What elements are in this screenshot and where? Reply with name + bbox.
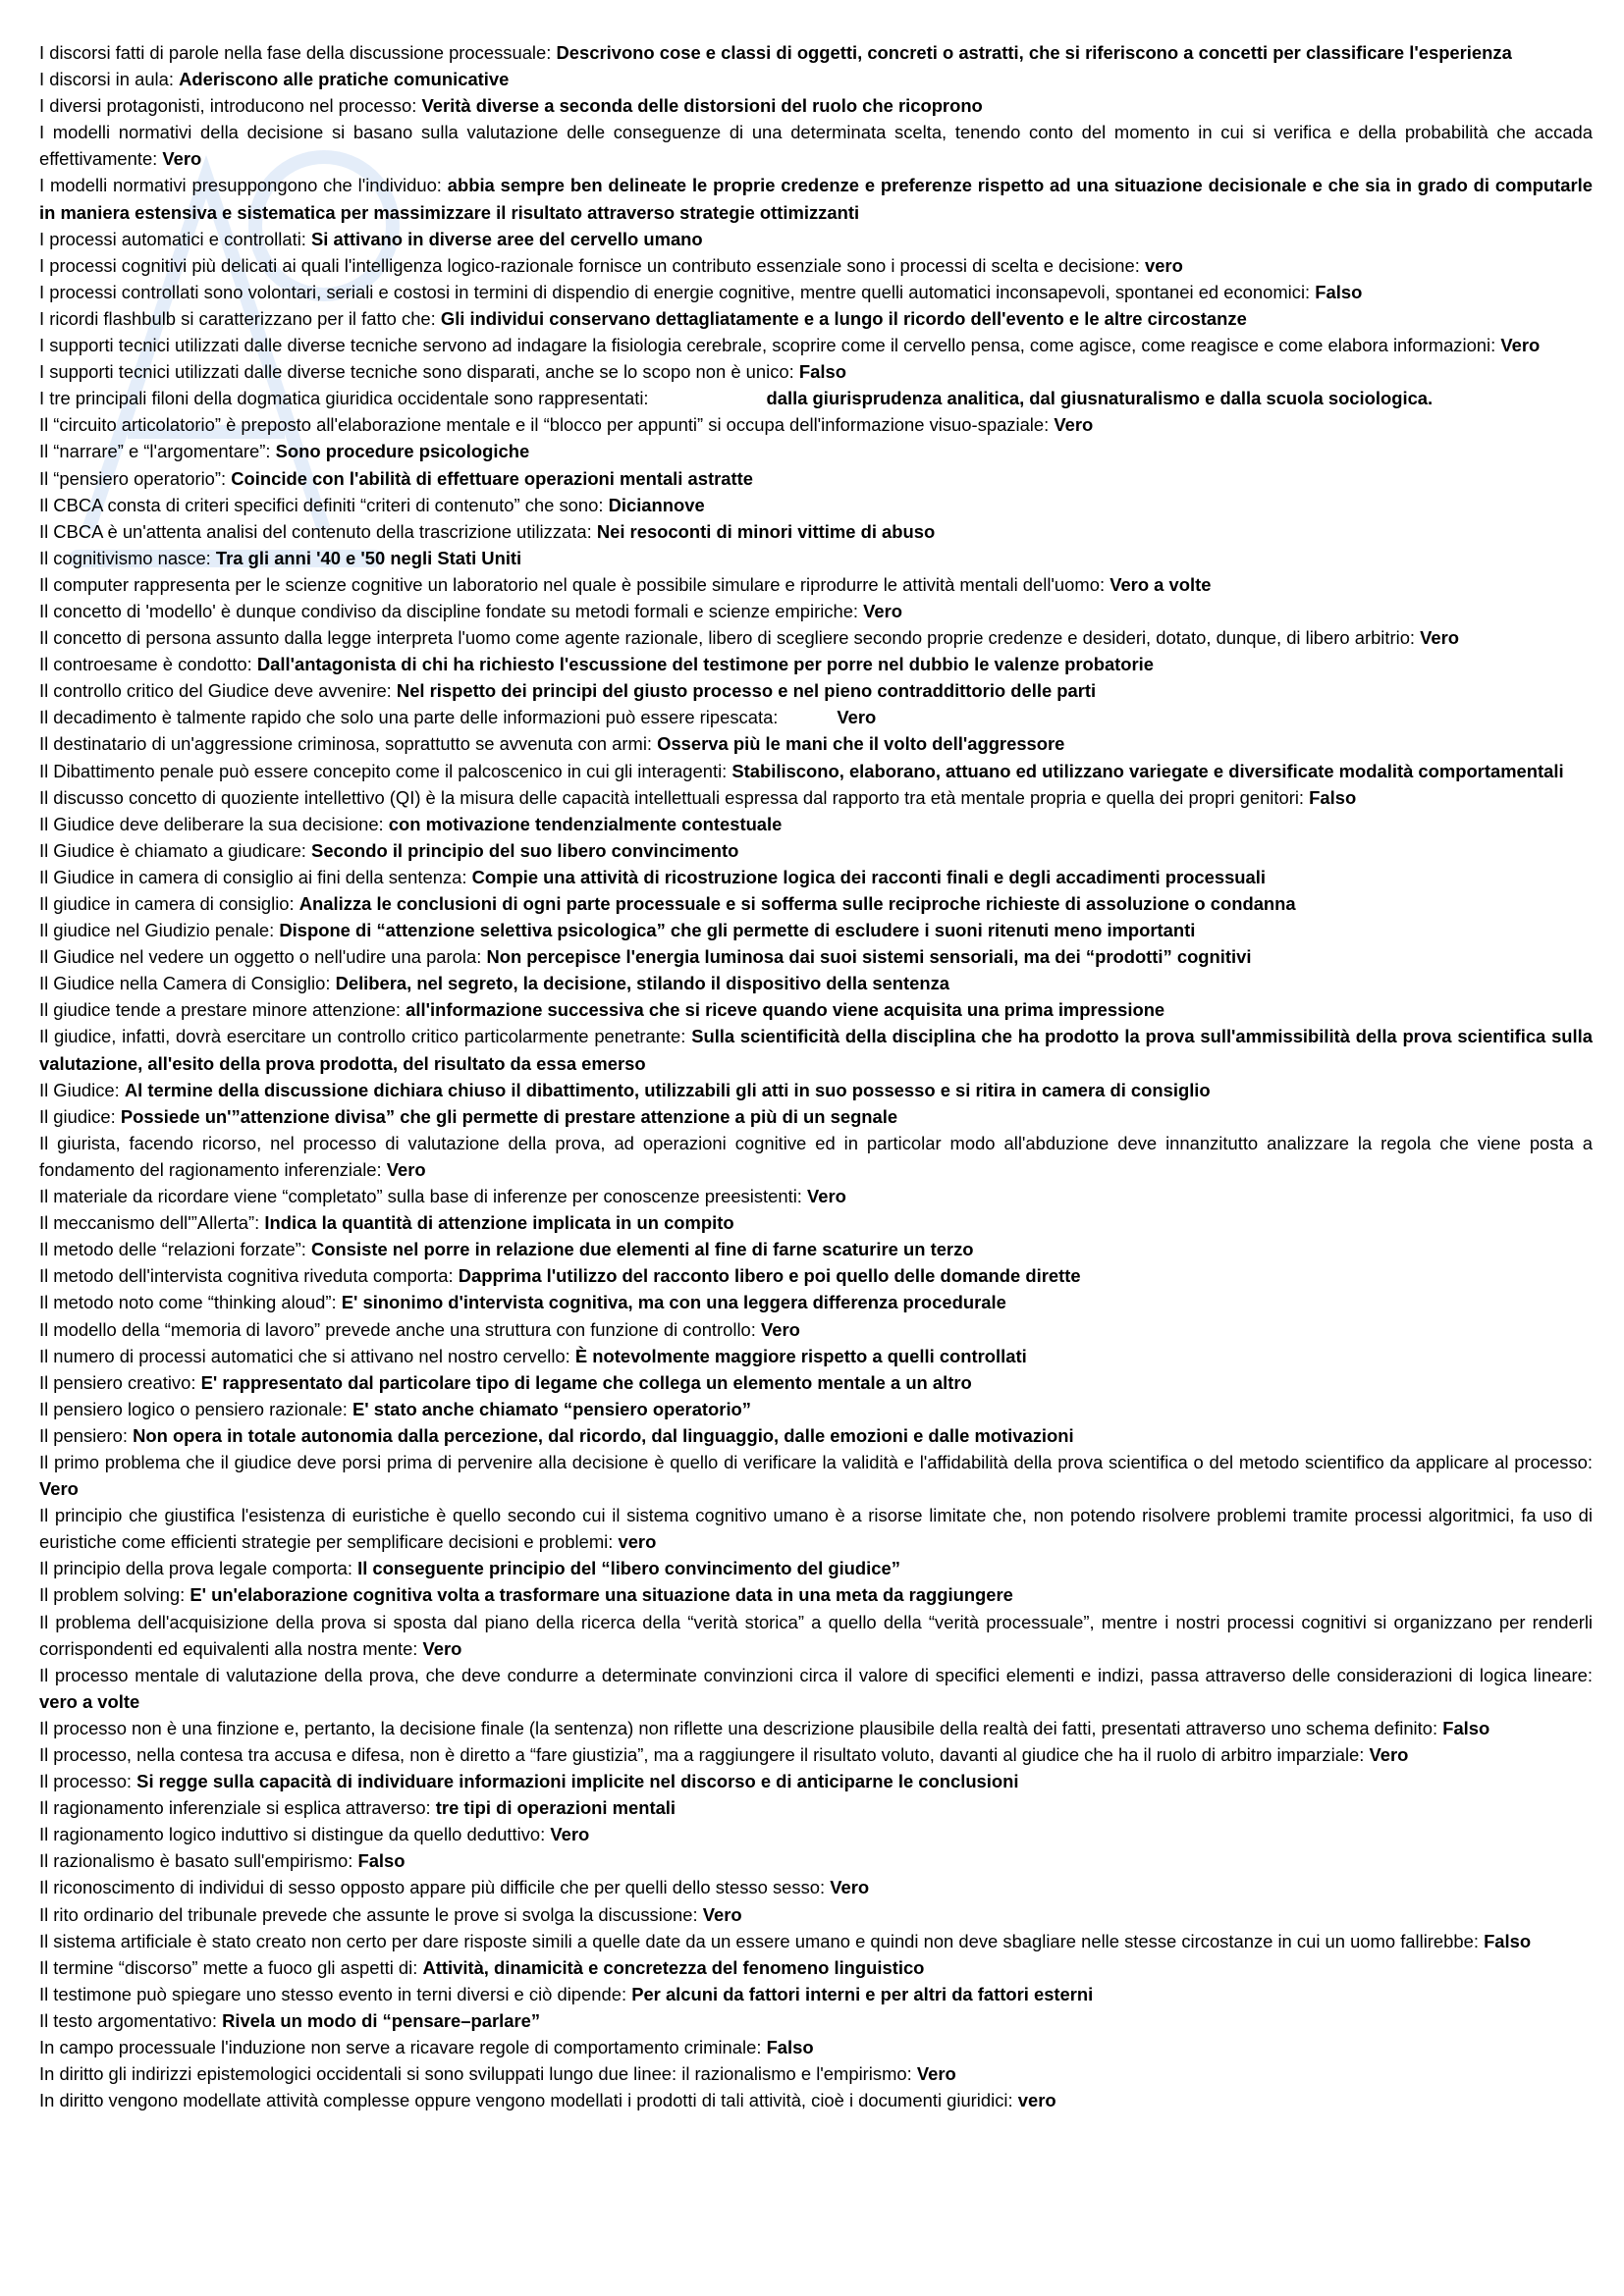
- answer-text: Vero: [422, 1637, 462, 1659]
- answer-text: Vero: [550, 1824, 590, 1845]
- qa-item: [39, 1343, 1593, 1369]
- answer-text: Aderiscono alle pratiche comunicative: [179, 69, 510, 90]
- question-text: Il primo problema che il giudice deve porsi prima di pervenire alla decisione è quello di verificare la validità e l'affidabilità della prova scientifica o del metodo scientifico da applicare al processo:: [39, 1451, 1593, 1472]
- question-text: Il giudice tende a prestare minore attenzione:: [39, 999, 402, 1021]
- question-text: I discorsi in aula:: [39, 69, 174, 90]
- answer-text: Vero: [761, 1318, 800, 1340]
- qa-item: [39, 1901, 1593, 1928]
- answer-text: Possiede un'”attenzione divisa” che gli permette di prestare attenzione a più di un segnale: [120, 1105, 898, 1127]
- qa-item: [39, 1369, 1593, 1396]
- answer-text: Il conseguente principio del “libero convincimento del giudice”: [357, 1558, 900, 1579]
- qa-item: [39, 784, 1593, 811]
- qa-item: [39, 1609, 1593, 1662]
- answer-text: Vero: [1420, 627, 1460, 649]
- answer-text: Vero: [837, 707, 877, 728]
- qa-item: [39, 758, 1593, 784]
- qa-item: [39, 996, 1593, 1023]
- question-text: Il “narrare” e “l'argomentare”:: [39, 441, 271, 462]
- qa-item: [39, 66, 1593, 92]
- answer-text: Falso: [1484, 1930, 1532, 1951]
- answer-text: Rivela un modo di “pensare–parlare”: [222, 2009, 541, 2031]
- answer-text: Falso: [1309, 786, 1357, 808]
- question-text: Il concetto di 'modello' è dunque condiviso da discipline fondate su metodi formali e scienze empiriche:: [39, 600, 859, 621]
- answer-text: Nel rispetto dei principi del giusto processo e nel pieno contraddittorio delle parti: [396, 680, 1097, 702]
- answer-text: Consiste nel porre in relazione due elementi al fine di farne scaturire un terzo: [311, 1239, 974, 1260]
- answer-text: Indica la quantità di attenzione implicata in un compito: [264, 1212, 734, 1234]
- answer-text: Vero: [830, 1877, 870, 1898]
- answer-text: Falso: [766, 2037, 814, 2058]
- question-text: Il Giudice in camera di consiglio ai fini della sentenza:: [39, 866, 467, 887]
- question-text: I ricordi flashbulb si caratterizzano per il fatto che:: [39, 307, 436, 329]
- qa-item: [39, 677, 1593, 704]
- qa-item: [39, 1396, 1593, 1422]
- question-text: Il giurista, facendo ricorso, nel processo di valutazione della prova, ad operazioni cognitive ed in particolar modo all'abduzione deve innanzitutto analizzare la regola che viene posta a fondamento del ragionamento inferenziale:: [39, 1132, 1593, 1180]
- qa-item: [39, 1847, 1593, 1874]
- question-text: Il termine “discorso” mette a fuoco gli aspetti di:: [39, 1956, 418, 1978]
- answer-text: dalla giurisprudenza analitica, dal giusnaturalismo e dalla scuola sociologica.: [766, 388, 1434, 409]
- qa-item: [39, 1449, 1593, 1502]
- question-text: Il destinatario di un'aggressione criminosa, soprattutto se avvenuta con armi:: [39, 733, 653, 755]
- qa-item: [39, 864, 1593, 890]
- qa-item: [39, 305, 1593, 332]
- answer-text: Dall'antagonista di chi ha richiesto l'escussione del testimone per porre nel dubbio le valenze probatorie: [256, 654, 1155, 675]
- question-text: Il Giudice deve deliberare la sua decisione:: [39, 813, 384, 834]
- answer-text: E' sinonimo d'intervista cognitiva, ma con una leggera differenza procedurale: [341, 1292, 1006, 1313]
- question-text: Il cognitivismo nasce:: [39, 547, 211, 568]
- question-text: Il “circuito articolatorio” è preposto all'elaborazione mentale e il “blocco per appunti” si occupa dell'informazione visuo-spaziale:: [39, 414, 1050, 436]
- answer-text: Secondo il principio del suo libero convincimento: [311, 839, 739, 861]
- question-text: Il metodo dell'intervista cognitiva riveduta comporta:: [39, 1265, 454, 1287]
- answer-text: Falso: [357, 1850, 406, 1872]
- qa-item: [39, 1821, 1593, 1847]
- question-text: In campo processuale l'induzione non serve a ricavare regole di comportamento criminale:: [39, 2037, 762, 2058]
- answer-text: E' un'elaborazione cognitiva volta a trasformare una situazione data in una meta da raggiungere: [189, 1584, 1013, 1606]
- qa-item: [39, 2087, 1593, 2113]
- qa-item: [39, 492, 1593, 518]
- question-text: Il giudice, infatti, dovrà esercitare un controllo critico particolarmente penetrante:: [39, 1026, 686, 1047]
- qa-item: [39, 1662, 1593, 1715]
- answer-text: È notevolmente maggiore rispetto a quelli controllati: [574, 1345, 1027, 1366]
- answer-text: Gli individui conservano dettagliatamente e a lungo il ricordo dell'evento e le altre circostanze: [440, 307, 1247, 329]
- document-page: [39, 39, 1593, 2113]
- qa-item: [39, 2034, 1593, 2060]
- qa-item: [39, 1768, 1593, 1794]
- answer-text: Non opera in totale autonomia dalla percezione, dal ricordo, dal linguaggio, dalle emozioni e dalle motivazioni: [133, 1424, 1074, 1446]
- qa-item: [39, 837, 1593, 864]
- question-text: Il testo argomentativo:: [39, 2009, 217, 2031]
- question-text: Il giudice:: [39, 1105, 116, 1127]
- qa-item: [39, 624, 1593, 651]
- question-text: I processi automatici e controllati:: [39, 228, 306, 249]
- question-text: Il pensiero:: [39, 1424, 128, 1446]
- answer-text: Tra gli anni '40 e '50 negli Stati Uniti: [215, 547, 522, 568]
- qa-item: [39, 1874, 1593, 1900]
- answer-text: con motivazione tendenzialmente contestuale: [388, 813, 783, 834]
- question-text: Il problema dell'acquisizione della prova si sposta dal piano della ricerca della “verità storica” a quello della “verità processuale”, mentre i nostri processi cognitivi si organizzano per renderli corrispondenti ed equivalenti alla nostra mente:: [39, 1611, 1593, 1659]
- qa-item: [39, 1289, 1593, 1315]
- qa-item: [39, 943, 1593, 970]
- qa-item: [39, 1555, 1593, 1581]
- answer-text: Sono procedure psicologiche: [275, 441, 530, 462]
- answer-text: Falso: [1315, 281, 1363, 302]
- question-text: I processi controllati sono volontari, seriali e costosi in termini di dispendio di energie cognitive, mentre quelli automatici inconsapevoli, spontanei ed economici:: [39, 281, 1311, 302]
- answer-text: Osserva più le mani che il volto dell'aggressore: [657, 733, 1065, 755]
- qa-item: [39, 1103, 1593, 1130]
- question-text: In diritto gli indirizzi epistemologici occidentali si sono sviluppati lungo due linee: il razionalismo e l'empirismo:: [39, 2063, 912, 2085]
- answer-text: all'informazione successiva che si riceve quando viene acquisita una prima impressione: [406, 999, 1165, 1021]
- qa-item: [39, 545, 1593, 571]
- answer-text: Sulla scientificità della disciplina che ha prodotto la prova sull'ammissibilità della prova scientifica sulla valutazione, all'esito della prova prodotta, del risultato da essa emerso: [39, 1026, 1593, 1074]
- answer-text: Vero: [386, 1158, 426, 1180]
- qa-item: [39, 1262, 1593, 1289]
- qa-item: [39, 1715, 1593, 1741]
- qa-item: [39, 1130, 1593, 1183]
- answer-text: Per alcuni da fattori interni e per altri da fattori esterni: [631, 1983, 1094, 2004]
- answer-text: Vero: [916, 2063, 956, 2085]
- question-text: Il giudice in camera di consiglio:: [39, 893, 295, 914]
- answer-text: vero: [1017, 2090, 1056, 2111]
- question-text: Il numero di processi automatici che si attivano nel nostro cervello:: [39, 1345, 570, 1366]
- qa-item: [39, 385, 1593, 411]
- question-text: Il ragionamento logico induttivo si distingue da quello deduttivo:: [39, 1824, 546, 1845]
- qa-item: [39, 226, 1593, 252]
- question-text: Il rito ordinario del tribunale prevede che assunte le prove si svolga la discussione:: [39, 1903, 698, 1925]
- answer-text: Coincide con l'abilità di effettuare operazioni mentali astratte: [231, 467, 753, 489]
- qa-item: [39, 571, 1593, 598]
- answer-text: Vero: [702, 1903, 742, 1925]
- answer-text: Vero: [39, 1478, 79, 1500]
- qa-item: [39, 119, 1593, 172]
- question-text: Il controesame è condotto:: [39, 654, 252, 675]
- question-text: Il decadimento è talmente rapido che solo una parte delle informazioni può essere ripescata:: [39, 707, 779, 728]
- question-text: Il controllo critico del Giudice deve avvenire:: [39, 680, 392, 702]
- question-text: Il Dibattimento penale può essere concepito come il palcoscenico in cui gli interagenti:: [39, 760, 728, 781]
- question-text: Il “pensiero operatorio”:: [39, 467, 227, 489]
- answer-text: Falso: [1442, 1717, 1490, 1738]
- question-text: Il testimone può spiegare uno stesso evento in terni diversi e ciò dipende:: [39, 1983, 627, 2004]
- answer-text: abbia sempre ben delineate le proprie credenze e preferenze rispetto ad una situazione decisionale e che sia in grado di computarle in maniera estensiva e sistematica per massimizzare il risultato attraverso strategie ottimizzanti: [39, 175, 1593, 223]
- question-text: Il riconoscimento di individui di sesso opposto appare più difficile che per quelli dello stesso sesso:: [39, 1877, 826, 1898]
- question-text: I diversi protagonisti, introducono nel processo:: [39, 95, 417, 117]
- question-text: Il Giudice nella Camera di Consiglio:: [39, 973, 331, 994]
- question-text: Il metodo noto come “thinking aloud”:: [39, 1292, 337, 1313]
- question-text: Il principio che giustifica l'esistenza di euristiche è quello secondo cui il sistema cognitivo umano è a risorse limitate che, non potendo risolvere problemi tramite processi algoritmici, fa uso di euristiche come efficienti strategie per semplificare decisioni e problemi:: [39, 1505, 1593, 1553]
- question-text: I modelli normativi presuppongono che l'individuo:: [39, 175, 442, 196]
- question-text: Il metodo delle “relazioni forzate”:: [39, 1239, 306, 1260]
- qa-item: [39, 917, 1593, 943]
- answer-text: Si attivano in diverse aree del cervello umano: [311, 228, 703, 249]
- qa-item: [39, 1023, 1593, 1076]
- question-text: Il Giudice:: [39, 1079, 120, 1100]
- qa-item: [39, 1981, 1593, 2007]
- qa-item: [39, 1183, 1593, 1209]
- qa-item: [39, 465, 1593, 492]
- qa-item: [39, 651, 1593, 677]
- question-text: Il giudice nel Giudizio penale:: [39, 920, 275, 941]
- answer-text: Al termine della discussione dichiara chiuso il dibattimento, utilizzabili gli atti in suo possesso e si ritira in camera di consiglio: [124, 1079, 1211, 1100]
- answer-text: Si regge sulla capacità di individuare informazioni implicite nel discorso e di anticiparne le conclusioni: [136, 1771, 1019, 1792]
- answer-text: Vero a volte: [1110, 573, 1212, 595]
- question-text: I discorsi fatti di parole nella fase della discussione processuale:: [39, 42, 552, 63]
- answer-text: Descrivono cose e classi di oggetti, concreti o astratti, che si riferiscono a concetti per classificare l'esperienza: [556, 42, 1512, 63]
- qa-item: [39, 970, 1593, 996]
- qa-item: [39, 1209, 1593, 1236]
- question-text: Il processo non è una finzione e, pertanto, la decisione finale (la sentenza) non riflette una descrizione plausibile della realtà dei fatti, presentati attraverso uno schema definito:: [39, 1717, 1438, 1738]
- answer-text: Nei resoconti di minori vittime di abuso: [596, 520, 936, 542]
- question-text: Il principio della prova legale comporta:: [39, 1558, 352, 1579]
- question-text: I supporti tecnici utilizzati dalle diverse tecniche servono ad indagare la fisiologia cerebrale, scoprire come il cervello pensa, come agisce, come reagisce e come elabora informazioni:: [39, 335, 1496, 356]
- answer-text: Non percepisce l'energia luminosa dai suoi sistemi sensoriali, ma dei “prodotti” cognitivi: [486, 946, 1252, 968]
- answer-text: vero: [618, 1531, 657, 1553]
- question-text: I supporti tecnici utilizzati dalle diverse tecniche sono disparati, anche se lo scopo non è unico:: [39, 361, 794, 383]
- qa-item: [39, 252, 1593, 279]
- answer-text: Attività, dinamicità e concretezza del fenomeno linguistico: [422, 1956, 925, 1978]
- question-text: Il pensiero creativo:: [39, 1371, 196, 1393]
- question-text: I tre principali filoni della dogmatica giuridica occidentale sono rappresentati:: [39, 388, 649, 409]
- question-text: Il concetto di persona assunto dalla legge interpreta l'uomo come agente razionale, libero di scegliere secondo proprie credenze e desideri, dotato, dunque, di libero arbitrio:: [39, 627, 1416, 649]
- question-text: Il Giudice è chiamato a giudicare:: [39, 839, 306, 861]
- qa-item: [39, 1581, 1593, 1608]
- qa-item: [39, 172, 1593, 225]
- answer-text: Dispone di “attenzione selettiva psicologica” che gli permette di escludere i suoni ritenuti meno importanti: [279, 920, 1196, 941]
- question-text: Il sistema artificiale è stato creato non certo per dare risposte simili a quelle date da un essere umano e quindi non deve sbagliare nelle stesse circostanze in cui un uomo fallirebbe:: [39, 1930, 1479, 1951]
- qa-item: [39, 890, 1593, 917]
- qa-item: [39, 1236, 1593, 1262]
- qa-item: [39, 39, 1593, 66]
- answer-text: Vero: [1054, 414, 1094, 436]
- answer-text: Falso: [798, 361, 846, 383]
- question-text: I modelli normativi della decisione si basano sulla valutazione delle conseguenze di una determinata scelta, tenendo conto del momento in cui si verifica e della probabilità che accada effettivamente:: [39, 122, 1593, 170]
- question-text: Il pensiero logico o pensiero razionale:: [39, 1398, 348, 1419]
- answer-text: vero: [1144, 254, 1183, 276]
- qa-item: [39, 438, 1593, 464]
- qa-item: [39, 92, 1593, 119]
- qa-item: [39, 518, 1593, 545]
- question-text: Il processo:: [39, 1771, 133, 1792]
- qa-item: [39, 730, 1593, 757]
- qa-item: [39, 2007, 1593, 2034]
- question-text: Il modello della “memoria di lavoro” prevede anche una struttura con funzione di controllo:: [39, 1318, 756, 1340]
- qa-item: [39, 1741, 1593, 1768]
- answer-text: vero a volte: [39, 1690, 140, 1712]
- answer-text: Delibera, nel segreto, la decisione, stilando il dispositivo della sentenza: [335, 973, 950, 994]
- answer-text: tre tipi di operazioni mentali: [435, 1797, 677, 1819]
- answer-text: Stabiliscono, elaborano, attuano ed utilizzano variegate e diversificate modalità comportamentali: [731, 760, 1564, 781]
- qa-item: [39, 598, 1593, 624]
- qa-item: [39, 704, 1593, 730]
- qa-item: [39, 1422, 1593, 1449]
- qa-item: [39, 1502, 1593, 1555]
- answer-text: Verità diverse a seconda delle distorsioni del ruolo che ricoprono: [421, 95, 983, 117]
- question-text: Il processo, nella contesa tra accusa e difesa, non è diretto a “fare giustizia”, ma a raggiungere il risultato voluto, davanti al giudice che ha il ruolo di arbitro imparziale:: [39, 1744, 1365, 1765]
- question-text: Il CBCA consta di criteri specifici definiti “criteri di contenuto” che sono:: [39, 494, 604, 515]
- qa-item: [39, 1928, 1593, 1954]
- question-text: Il ragionamento inferenziale si esplica attraverso:: [39, 1797, 431, 1819]
- question-text: Il CBCA è un'attenta analisi del contenuto della trascrizione utilizzata:: [39, 520, 592, 542]
- question-text: Il processo mentale di valutazione della prova, che deve condurre a determinate convinzioni circa il valore di specifici elementi e indizi, passa attraverso delle considerazioni di logica lineare:: [39, 1664, 1593, 1685]
- qa-item: [39, 1794, 1593, 1821]
- answer-text: Vero: [807, 1186, 846, 1207]
- question-text: Il meccanismo dell'”Allerta”:: [39, 1212, 260, 1234]
- question-text: Il discusso concetto di quoziente intellettivo (QI) è la misura delle capacità intellettuali espressa dal rapporto tra età mentale propria e quella dei propri genitori:: [39, 786, 1305, 808]
- qa-item: [39, 1954, 1593, 1981]
- qa-item: [39, 2060, 1593, 2087]
- answer-text: Compie una attività di ricostruzione logica dei racconti finali e degli accadimenti processuali: [471, 866, 1266, 887]
- question-text: Il razionalismo è basato sull'empirismo:: [39, 1850, 353, 1872]
- qa-item: [39, 358, 1593, 385]
- answer-text: Vero: [1500, 335, 1541, 356]
- answer-text: Vero: [162, 148, 202, 170]
- answer-text: E' rappresentato dal particolare tipo di legame che collega un elemento mentale a un altro: [200, 1371, 972, 1393]
- qa-item: [39, 279, 1593, 305]
- question-text: Il Giudice nel vedere un oggetto o nell'udire una parola:: [39, 946, 482, 968]
- answer-text: Vero: [863, 600, 903, 621]
- question-text: Il computer rappresenta per le scienze cognitive un laboratorio nel quale è possibile simulare e riprodurre le attività mentali dell'uomo:: [39, 573, 1106, 595]
- qa-item: [39, 1077, 1593, 1103]
- answer-text: Analizza le conclusioni di ogni parte processuale e si sofferma sulle reciproche richieste di assoluzione o condanna: [298, 893, 1296, 914]
- question-text: I processi cognitivi più delicati ai quali l'intelligenza logico-razionale fornisce un contributo essenziale sono i processi di scelta e decisione:: [39, 254, 1140, 276]
- qa-item: [39, 411, 1593, 438]
- question-text: Il materiale da ricordare viene “completato” sulla base di inferenze per conoscenze preesistenti:: [39, 1186, 802, 1207]
- question-text: In diritto vengono modellate attività complesse oppure vengono modellati i prodotti di tali attività, cioè i documenti giuridici:: [39, 2090, 1013, 2111]
- answer-text: Dapprima l'utilizzo del racconto libero e poi quello delle domande dirette: [458, 1265, 1081, 1287]
- qa-item: [39, 332, 1593, 358]
- answer-text: Diciannove: [608, 494, 705, 515]
- qa-item: [39, 1316, 1593, 1343]
- qa-item: [39, 811, 1593, 837]
- answer-text: Vero: [1369, 1744, 1409, 1765]
- answer-text: E' stato anche chiamato “pensiero operatorio”: [352, 1398, 751, 1419]
- question-text: Il problem solving:: [39, 1584, 186, 1606]
